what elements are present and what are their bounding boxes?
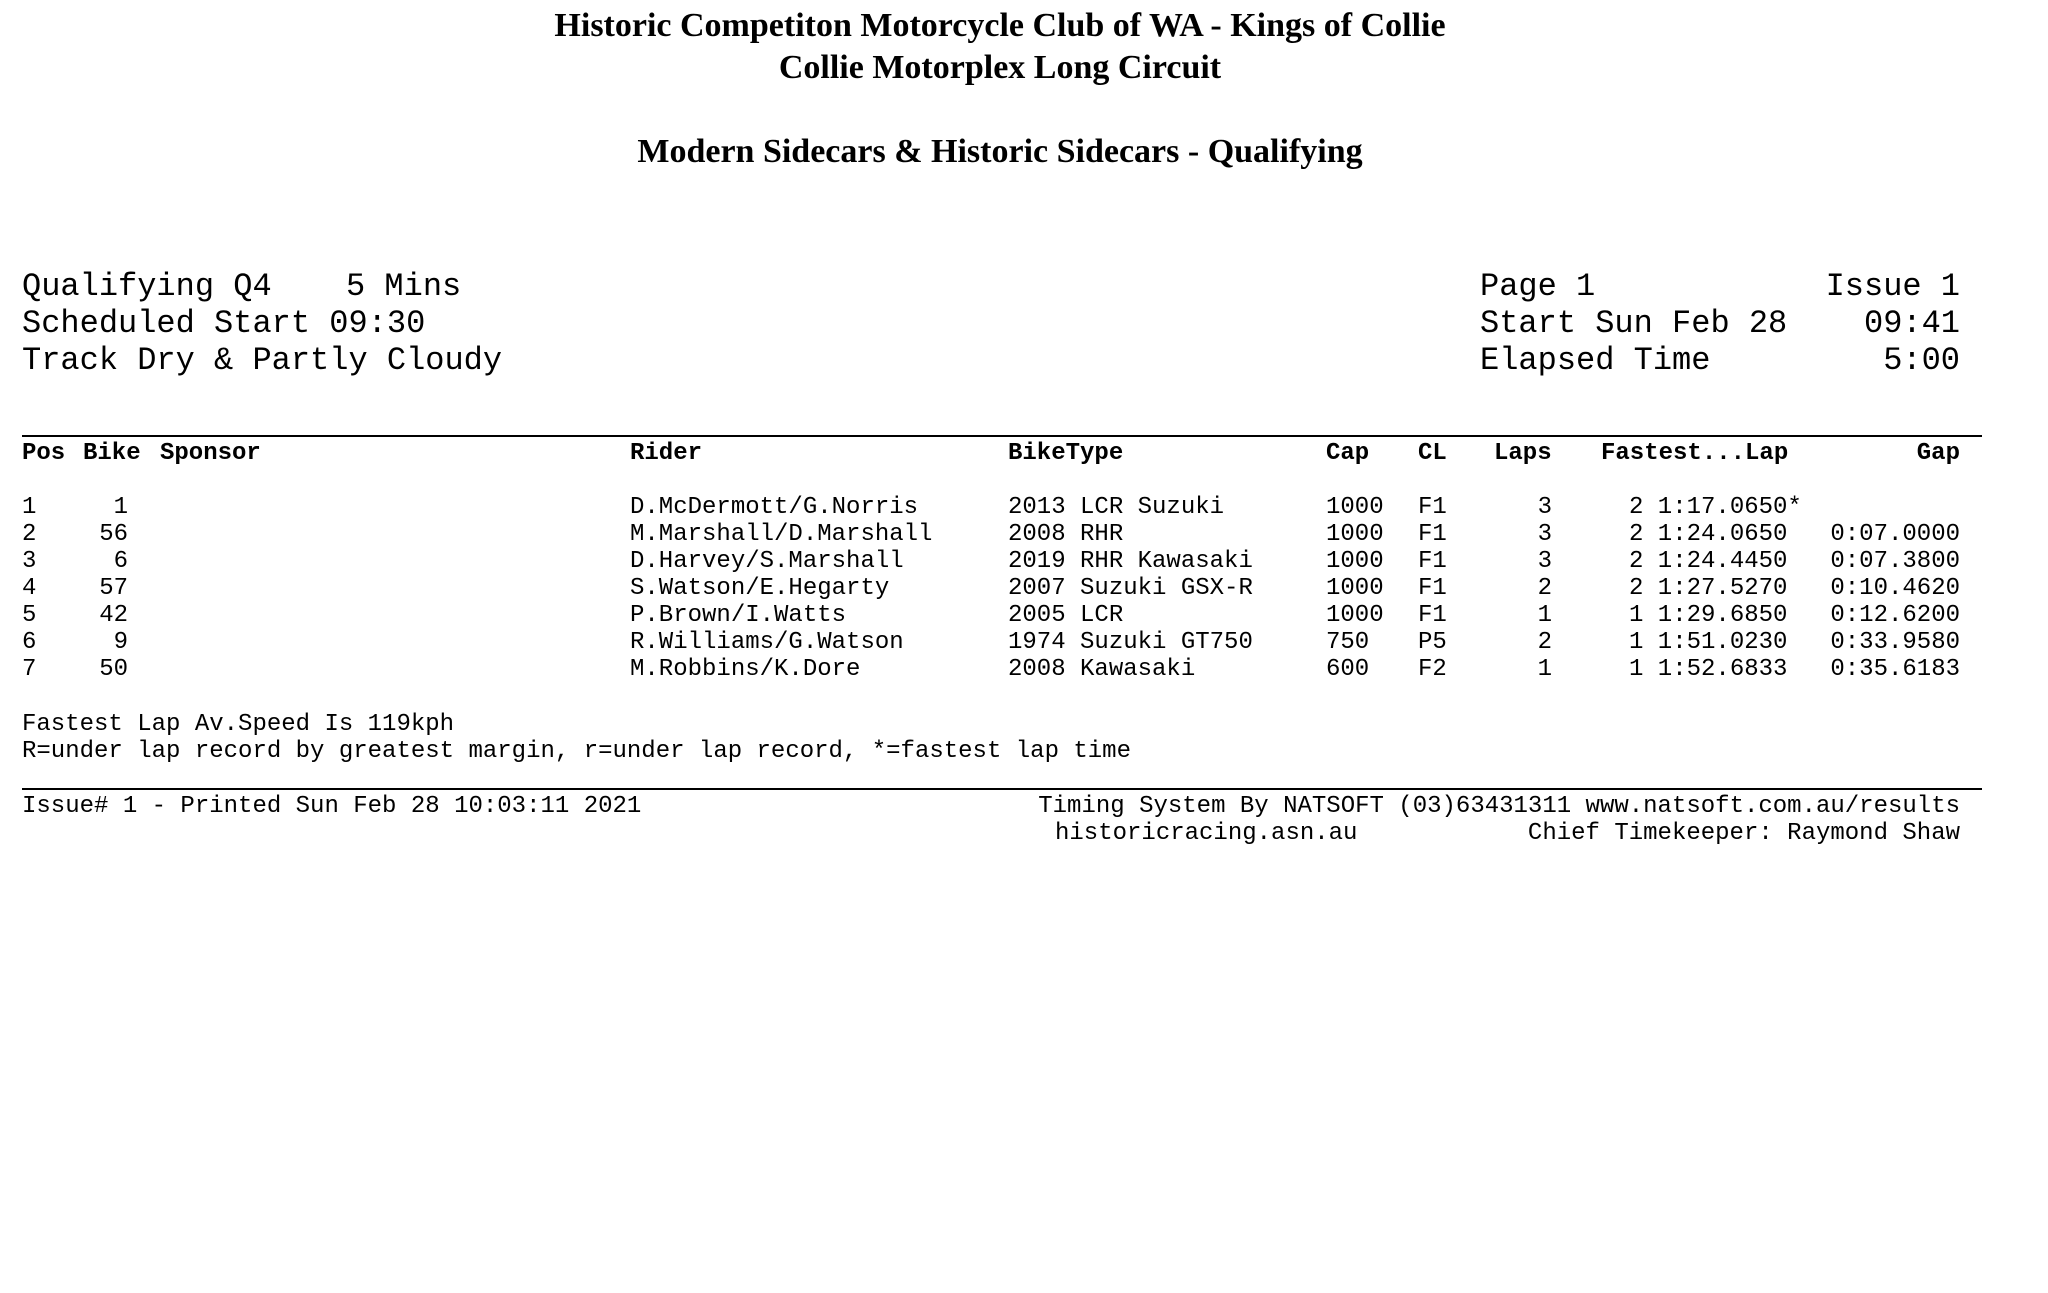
row-bike: 56 — [99, 521, 128, 548]
row-cap: 1000 — [1326, 521, 1384, 548]
row-laps: 1 — [1537, 656, 1552, 683]
row-pos: 2 — [22, 521, 37, 548]
row-pos: 3 — [22, 548, 37, 575]
row-bike: 9 — [113, 629, 128, 656]
row-gap: 0:10.4620 — [1830, 575, 1960, 602]
col-laps: Laps — [1494, 440, 1552, 467]
row-fastest: 1 1:51.0230 — [1629, 629, 1788, 656]
issue-number: Issue 1 — [1825, 268, 1960, 305]
row-gap: 0:07.3800 — [1830, 548, 1960, 575]
row-cl: F1 — [1418, 602, 1447, 629]
row-cl: P5 — [1418, 629, 1447, 656]
row-rider: S.Watson/E.Hegarty — [630, 575, 890, 602]
row-bike: 1 — [113, 494, 128, 521]
row-laps: 1 — [1537, 602, 1552, 629]
row-cap: 750 — [1326, 629, 1370, 656]
row-cap: 1000 — [1326, 602, 1384, 629]
row-laps: 3 — [1537, 548, 1552, 575]
row-cap: 600 — [1326, 656, 1370, 683]
row-laps: 2 — [1537, 575, 1552, 602]
row-fastest: 1 1:29.6850 — [1629, 602, 1788, 629]
row-cl: F1 — [1418, 575, 1447, 602]
row-bike: 50 — [99, 656, 128, 683]
col-bike: Bike — [83, 440, 141, 467]
row-fastest: 2 1:17.0650* — [1629, 494, 1802, 521]
row-cl: F1 — [1418, 521, 1447, 548]
event-title: Modern Sidecars & Historic Sidecars - Qualifying — [637, 133, 1363, 170]
row-rider: M.Marshall/D.Marshall — [630, 521, 933, 548]
row-cl: F1 — [1418, 548, 1447, 575]
row-biketype: 1974 Suzuki GT750 — [1008, 629, 1253, 656]
row-bike: 42 — [99, 602, 128, 629]
row-gap: 0:35.6183 — [1830, 656, 1960, 683]
row-biketype: 2008 RHR — [1008, 521, 1124, 548]
row-pos: 4 — [22, 575, 37, 602]
row-biketype: 2007 Suzuki GSX-R — [1008, 575, 1253, 602]
row-laps: 3 — [1537, 494, 1552, 521]
col-pos: Pos — [22, 440, 66, 467]
col-cl: CL — [1418, 440, 1447, 467]
row-biketype: 2013 LCR Suzuki — [1008, 494, 1225, 521]
header-rule — [22, 435, 1982, 437]
row-bike: 57 — [99, 575, 128, 602]
legend-note: R=under lap record by greatest margin, r=under lap record, *=fastest lap time — [22, 738, 1131, 765]
row-laps: 2 — [1537, 629, 1552, 656]
row-biketype: 2019 RHR Kawasaki — [1008, 548, 1253, 575]
row-cl: F2 — [1418, 656, 1447, 683]
row-cap: 1000 — [1326, 575, 1384, 602]
footer-rule — [22, 788, 1982, 790]
col-sponsor: Sponsor — [160, 440, 261, 467]
col-biketype: BikeType — [1008, 440, 1124, 467]
row-rider: D.Harvey/S.Marshall — [630, 548, 904, 575]
page-number: Page 1 — [1480, 268, 1596, 305]
session-duration: 5 Mins — [346, 268, 462, 305]
row-fastest: 2 1:24.4450 — [1629, 548, 1788, 575]
col-gap: Gap — [1916, 440, 1960, 467]
website: historicracing.asn.au — [1055, 820, 1358, 847]
row-cap: 1000 — [1326, 494, 1384, 521]
fastest-speed-note: Fastest Lap Av.Speed Is 119kph — [22, 711, 455, 738]
row-cl: F1 — [1418, 494, 1447, 521]
row-gap: 0:07.0000 — [1830, 521, 1960, 548]
col-rider: Rider — [630, 440, 703, 467]
row-pos: 7 — [22, 656, 37, 683]
row-laps: 3 — [1537, 521, 1552, 548]
row-pos: 1 — [22, 494, 37, 521]
elapsed-label: Elapsed Time — [1480, 342, 1711, 379]
row-fastest: 1 1:52.6833 — [1629, 656, 1788, 683]
row-rider: P.Brown/I.Watts — [630, 602, 847, 629]
start-time: 09:41 — [1863, 305, 1960, 342]
track-condition: Track Dry & Partly Cloudy — [22, 342, 503, 379]
row-pos: 6 — [22, 629, 37, 656]
session-name: Qualifying Q4 — [22, 268, 272, 305]
scheduled-start: Scheduled Start 09:30 — [22, 305, 426, 342]
col-cap: Cap — [1326, 440, 1370, 467]
row-gap: 0:12.6200 — [1830, 602, 1960, 629]
printed-info: Issue# 1 - Printed Sun Feb 28 10:03:11 2021 — [22, 793, 642, 820]
elapsed-value: 5:00 — [1883, 342, 1960, 379]
chief-timekeeper: Chief Timekeeper: Raymond Shaw — [1527, 820, 1960, 847]
start-label: Start Sun Feb 28 — [1480, 305, 1788, 342]
row-rider: M.Robbins/K.Dore — [630, 656, 861, 683]
row-rider: D.McDermott/G.Norris — [630, 494, 919, 521]
row-fastest: 2 1:24.0650 — [1629, 521, 1788, 548]
row-biketype: 2005 LCR — [1008, 602, 1124, 629]
row-pos: 5 — [22, 602, 37, 629]
row-biketype: 2008 Kawasaki — [1008, 656, 1196, 683]
row-gap: 0:33.9580 — [1830, 629, 1960, 656]
row-cap: 1000 — [1326, 548, 1384, 575]
row-bike: 6 — [113, 548, 128, 575]
col-fastest: Fastest...Lap — [1601, 440, 1789, 467]
timing-system: Timing System By NATSOFT (03)63431311 www.natsoft.com.au/results — [1038, 793, 1960, 820]
club-title: Historic Competiton Motorcycle Club of WA - Kings of Collie — [554, 7, 1446, 44]
row-fastest: 2 1:27.5270 — [1629, 575, 1788, 602]
circuit-title: Collie Motorplex Long Circuit — [778, 49, 1222, 86]
row-rider: R.Williams/G.Watson — [630, 629, 904, 656]
